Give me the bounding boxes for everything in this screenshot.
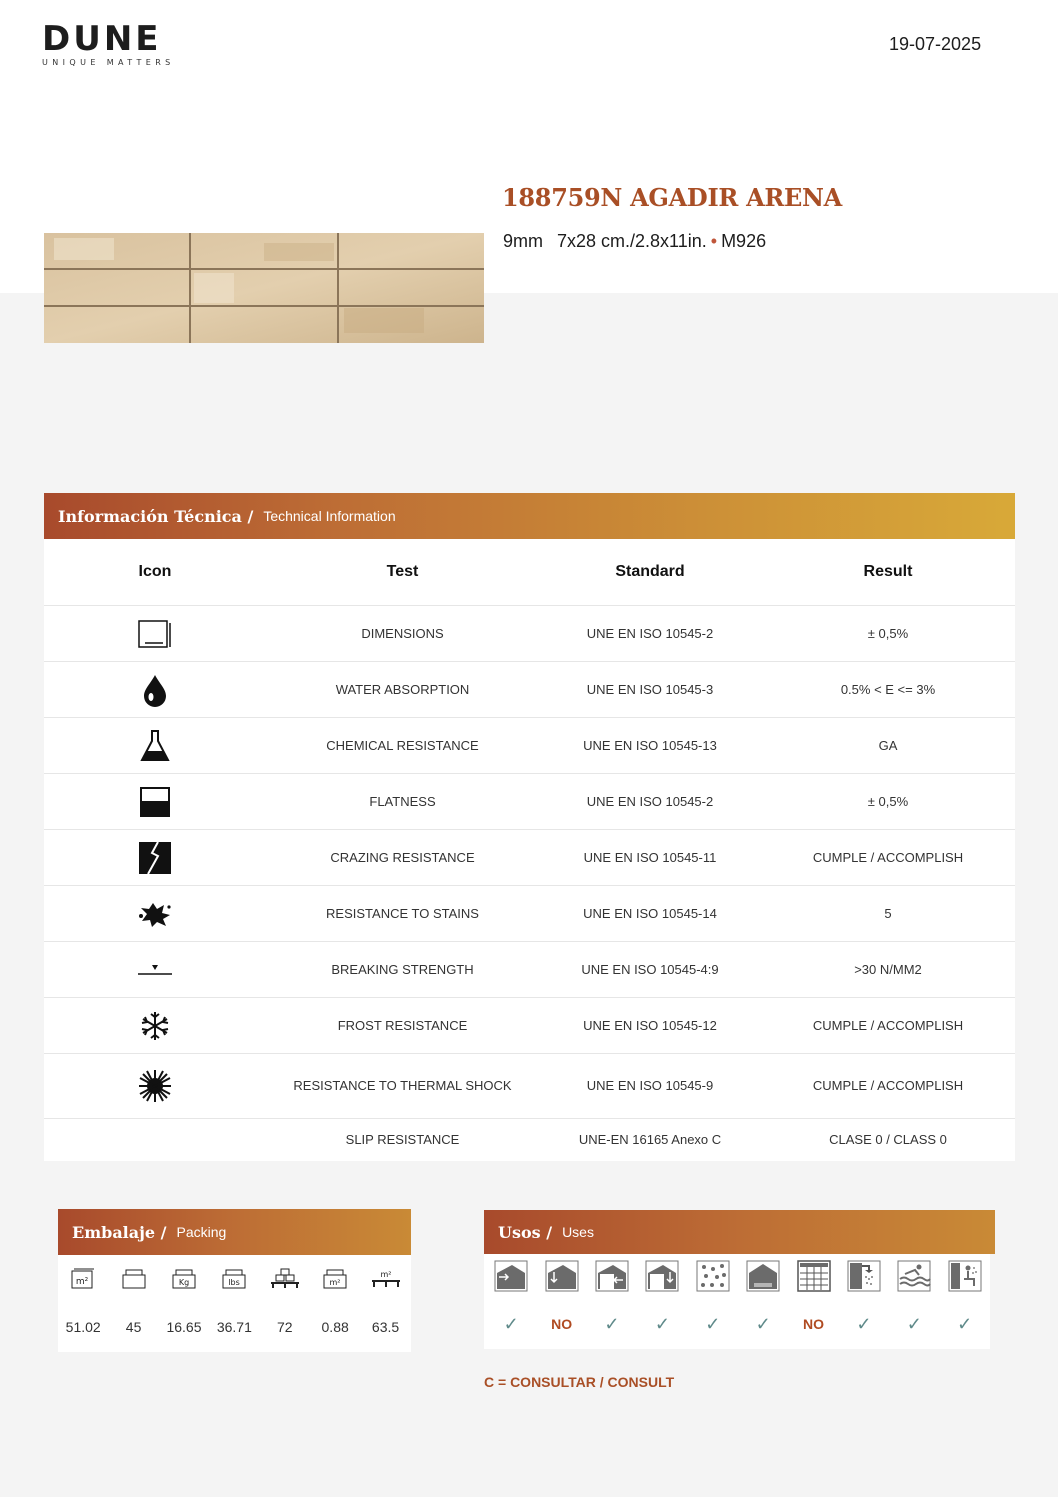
packing-title-en: Packing: [176, 1224, 227, 1240]
table-row: [44, 1054, 1015, 1119]
packing-value: 63.5: [371, 1319, 400, 1335]
packing-item: [108, 1255, 158, 1352]
interior-wall-icon: [494, 1260, 528, 1292]
use-value: ✓: [503, 1313, 519, 1334]
header-standard: Standard: [615, 563, 685, 580]
use-value: ✓: [755, 1313, 771, 1334]
test-result: ± 0,5%: [867, 793, 909, 809]
use-item: [688, 1254, 738, 1349]
uses-title-en: Uses: [562, 1224, 594, 1240]
test-name: FLATNESS: [369, 793, 436, 809]
test-name: WATER ABSORPTION: [335, 681, 470, 697]
header-test: Test: [386, 563, 419, 580]
uses-header-band: [484, 1210, 995, 1254]
uses-title-es: Usos /: [498, 1222, 553, 1242]
test-name: BREAKING STRENGTH: [331, 961, 474, 977]
product-specs: [503, 231, 766, 252]
thermal-shock-icon: [138, 1069, 172, 1103]
table-row: [44, 1119, 1015, 1161]
test-name: FROST RESISTANCE: [337, 1017, 468, 1033]
test-result: 0.5% < E <= 3%: [840, 681, 936, 697]
packing-value: 0.88: [321, 1319, 349, 1335]
test-name: RESISTANCE TO STAINS: [326, 905, 479, 921]
test-result: CLASE 0 / CLASS 0: [829, 1132, 947, 1147]
packing-title-es: Embalaje /: [72, 1222, 167, 1242]
use-value: ✓: [654, 1313, 670, 1334]
box-icon: [122, 1268, 146, 1290]
test-standard: UNE EN ISO 10545-2: [586, 625, 714, 641]
test-standard: UNE-EN 16165 Anexo C: [578, 1132, 722, 1147]
test-name: CRAZING RESISTANCE: [330, 849, 475, 865]
interior-floor-icon: [545, 1260, 579, 1292]
packing-section: [58, 1209, 411, 1352]
use-item: [839, 1254, 889, 1349]
product-code: M926: [721, 231, 767, 251]
test-standard: UNE EN ISO 10545-11: [583, 849, 717, 865]
exterior-wall-icon: [595, 1260, 629, 1292]
use-item: [486, 1254, 536, 1349]
uses-section: [484, 1210, 995, 1349]
heavy-traffic-icon: [797, 1260, 831, 1292]
header-result: Result: [863, 563, 913, 580]
technical-information-section: [44, 493, 1015, 1161]
shower-icon: [847, 1260, 881, 1292]
exterior-floor-icon: [645, 1260, 679, 1292]
use-item: [637, 1254, 687, 1349]
area-m2-icon: [71, 1268, 95, 1290]
product-tile-image: [44, 233, 484, 343]
packing-item: [360, 1255, 410, 1352]
test-standard: UNE EN ISO 10545-3: [586, 681, 714, 697]
flask-icon: [139, 729, 171, 763]
pallet-m2-icon-label: m²: [380, 1270, 392, 1279]
test-standard: UNE EN ISO 10545-4:9: [581, 961, 719, 977]
table-header-row: [44, 539, 1015, 606]
use-value: ✓: [957, 1313, 973, 1334]
packing-value: 51.02: [65, 1319, 101, 1335]
consult-note: C = CONSULTAR / CONSULT: [484, 1374, 675, 1390]
use-value: ✓: [906, 1313, 922, 1334]
test-standard: UNE EN ISO 10545-12: [583, 1017, 717, 1033]
frost-area-icon: [696, 1260, 730, 1292]
use-value: NO: [803, 1316, 825, 1332]
table-row: [44, 830, 1015, 886]
use-value: ✓: [604, 1313, 620, 1334]
test-standard: UNE EN ISO 10545-14: [583, 905, 717, 921]
packing-item: [159, 1255, 209, 1352]
table-row: [44, 662, 1015, 718]
use-item: [536, 1254, 586, 1349]
packing-value: 16.65: [166, 1319, 202, 1335]
document-date: 19-07-2025: [889, 34, 982, 54]
packing-item: [58, 1255, 108, 1352]
box-m2-icon: [323, 1268, 347, 1290]
test-result: CUMPLE / ACCOMPLISH: [812, 849, 964, 865]
weight-kg-icon: [172, 1268, 196, 1290]
use-value: ✓: [705, 1313, 721, 1334]
technical-title-es: Información Técnica /: [58, 506, 254, 526]
uses-body: [484, 1254, 990, 1349]
breaking-strength-icon: [137, 963, 173, 977]
logo-wordmark: DUNE: [42, 19, 162, 59]
test-name: DIMENSIONS: [361, 625, 444, 641]
stain-icon: [137, 899, 173, 929]
table-row: [44, 606, 1015, 662]
use-item: [587, 1254, 637, 1349]
header-icon: Icon: [138, 563, 172, 580]
table-row: [44, 718, 1015, 774]
spec-separator: •: [710, 231, 718, 251]
packing-value: 72: [276, 1319, 293, 1335]
table-row: [44, 998, 1015, 1054]
facade-icon: [746, 1260, 780, 1292]
technical-header-band: [44, 493, 1015, 539]
pool-icon: [897, 1260, 931, 1292]
test-standard: UNE EN ISO 10545-2: [586, 793, 714, 809]
test-result: GA: [878, 737, 898, 753]
technical-table: [44, 539, 1015, 1161]
dimensions-icon: [137, 619, 173, 649]
packing-item: [260, 1255, 310, 1352]
test-name: CHEMICAL RESISTANCE: [326, 737, 479, 753]
use-item: [788, 1254, 838, 1349]
area-m2-icon-label: m²: [76, 1277, 89, 1287]
test-standard: UNE EN ISO 10545-13: [583, 737, 717, 753]
product-size: 7x28 cm./2.8x11in.: [557, 231, 707, 251]
flatness-icon: [139, 786, 171, 818]
packing-item: [209, 1255, 259, 1352]
weight-lbs-icon: [222, 1268, 246, 1290]
packing-body: [58, 1255, 411, 1352]
product-title: 188759N AGADIR ARENA: [502, 183, 842, 212]
logo-tagline: UNIQUE MATTERS: [42, 58, 175, 67]
pallet-boxes-icon: [270, 1268, 300, 1290]
product-thickness: 9mm: [503, 231, 543, 251]
use-value: ✓: [856, 1313, 872, 1334]
box-m2-icon-label: m²: [329, 1278, 341, 1287]
technical-title-en: Technical Information: [263, 508, 396, 524]
test-result: 5: [884, 905, 892, 921]
use-item: [738, 1254, 788, 1349]
packing-item: [310, 1255, 360, 1352]
test-result: CUMPLE / ACCOMPLISH: [812, 1078, 964, 1093]
weight-lbs-icon-label: lbs: [228, 1278, 241, 1287]
test-result: >30 N/MM2: [854, 961, 922, 977]
use-value: NO: [551, 1316, 573, 1332]
snowflake-icon: [139, 1010, 171, 1042]
crazing-icon: [138, 841, 172, 875]
table-row: [44, 942, 1015, 998]
use-item: [889, 1254, 939, 1349]
table-row: [44, 774, 1015, 830]
test-standard: UNE EN ISO 10545-9: [586, 1078, 714, 1093]
packing-value: 36.71: [216, 1319, 252, 1335]
test-result: ± 0,5%: [867, 625, 909, 641]
test-name: RESISTANCE TO THERMAL SHOCK: [293, 1078, 512, 1093]
sauna-icon: [948, 1260, 982, 1292]
test-result: CUMPLE / ACCOMPLISH: [812, 1017, 964, 1033]
weight-kg-icon-label: Kg: [178, 1278, 190, 1287]
use-item: [940, 1254, 990, 1349]
packing-header-band: [58, 1209, 411, 1255]
water-drop-icon: [141, 673, 169, 707]
packing-value: 45: [125, 1319, 142, 1335]
pallet-m2-icon: [371, 1268, 401, 1290]
table-row: [44, 886, 1015, 942]
test-name: SLIP RESISTANCE: [345, 1132, 460, 1147]
brand-logo: [42, 19, 182, 72]
